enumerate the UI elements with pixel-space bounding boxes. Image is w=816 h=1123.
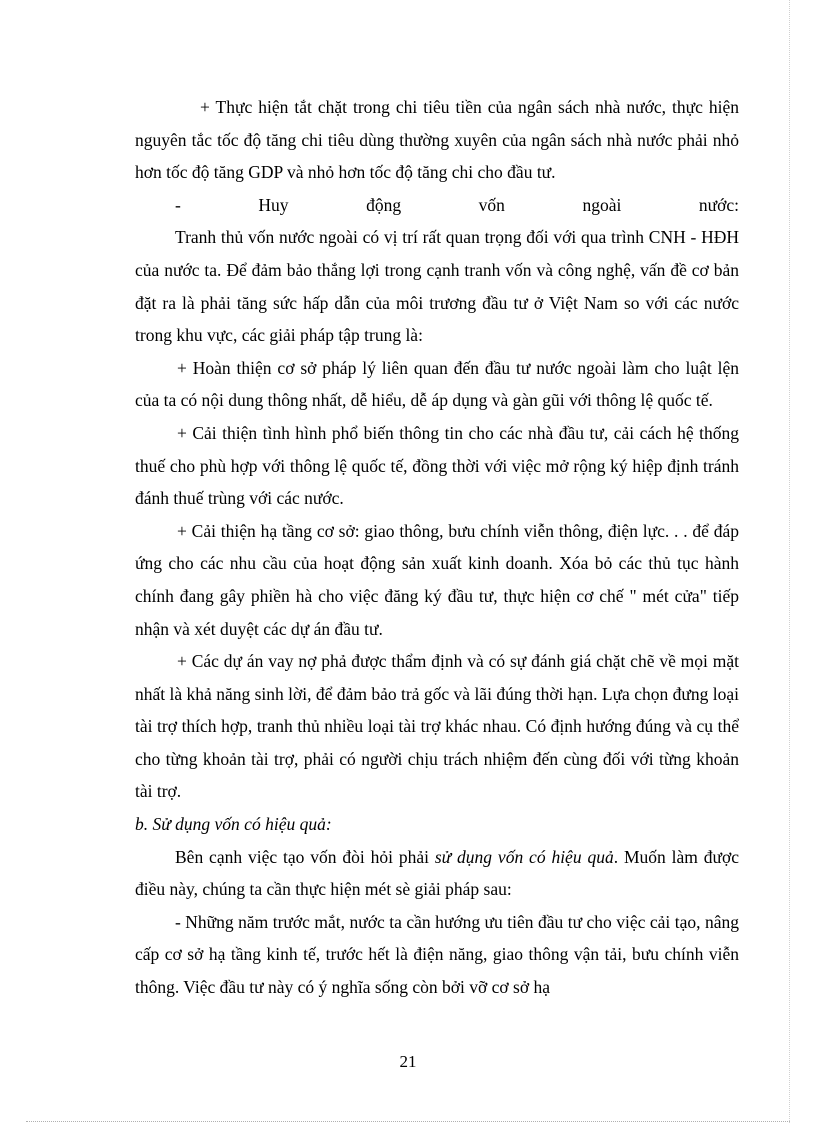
capital-efficiency-before: Bên cạnh việc tạo vốn đòi hỏi phải <box>175 846 435 867</box>
page-right-divider <box>789 0 790 1123</box>
paragraph-information: + Cải thiện tình hình phổ biến thông tin cho các nhà đầu tư, cải cách hệ thống thuế cho phù hợp với thông lệ quốc tế, đồng thời với việc mở rộng ký hiệp định tránh đánh thuế trùng với các nước. <box>135 422 739 509</box>
page-number: 21 <box>399 1052 417 1071</box>
capital-efficiency-after: . Muốn làm được điều này, chúng ta cần thực hiện mét sè giải pháp sau: <box>135 846 739 900</box>
paragraph-infrastructure: + Cải thiện hạ tầng cơ sở: giao thông, bưu chính viễn thông, điện lực. . . để đáp ứng cho các nhu cầu của hoạt động sản xuất kinh doanh. Xóa bỏ các thủ tục hành chính đang gây phiền hà cho việc đăng ký đầu tư, thực hiện cơ chế " mét cửa" tiếp nhận và xét duyệt các dự án đầu tư. <box>135 520 739 639</box>
heading-foreign-capital: - Huy động vốn ngoài nước: <box>175 194 739 215</box>
paragraph-investment-priority: - Những năm trước mắt, nước ta cần hướng ưu tiên đầu tư cho việc cải tạo, nâng cấp cơ sở hạ tầng kinh tế, trước hết là điện năng, giao thông vận tải, bưu chính viễn thông. Việc đầu tư này có ý nghĩa sống còn bởi vỡ cơ sở hạ <box>135 911 739 998</box>
section-heading-b: b. Sử dụng vốn có hiệu quả: <box>135 814 332 835</box>
paragraph-foreign-capital-intro: Tranh thủ vốn nước ngoài có vị trí rất quan trọng đối với qua trình CNH - HĐH của nước ta. Để đảm bảo thắng lợi trong cạnh tranh vốn và công nghệ, vấn đề cơ bản đặt ra là phải tăng sức hấp dẫn của môi trương đầu tư ở Việt Nam so với các nước trong khu vực, các giải pháp tập trung là: <box>135 227 739 346</box>
paragraph-budget-spending: + Thực hiện tắt chặt trong chi tiêu tiền của ngân sách nhà nước, thực hiện nguyên tắc tốc độ tăng chi tiêu dùng thường xuyên của ngân sách nhà nước phải nhỏ hơn tốc độ tăng GDP và nhỏ hơn tốc độ tăng chi cho đầu tư. <box>135 97 739 183</box>
body-text <box>135 91 739 1004</box>
capital-efficiency-emphasis: sử dụng vốn có hiệu quả <box>434 846 614 867</box>
paragraph-legal-framework: + Hoàn thiện cơ sở pháp lý liên quan đến đầu tư nước ngoài làm cho luật lện của ta có nội dung thông nhất, dễ hiểu, dễ áp dụng và gàn gũi với thông lệ quốc tế. <box>135 357 739 411</box>
paragraph-loan-projects: + Các dự án vay nợ phả được thẩm định và có sự đánh giá chặt chẽ về mọi mặt nhất là khả năng sinh lời, để đảm bảo trả gốc và lãi đúng thời hạn. Lựa chọn đưng loại tài trợ thích hợp, tranh thủ nhiều loại tài trợ khác nhau. Có định hướng đúng và cụ thể cho từng khoản tài trợ, phải có người chịu trách nhiệm đến cùng đối với từng khoản tài trợ. <box>135 651 739 802</box>
paragraph-capital-efficiency <box>135 841 739 906</box>
page-bottom-divider <box>26 1121 790 1122</box>
